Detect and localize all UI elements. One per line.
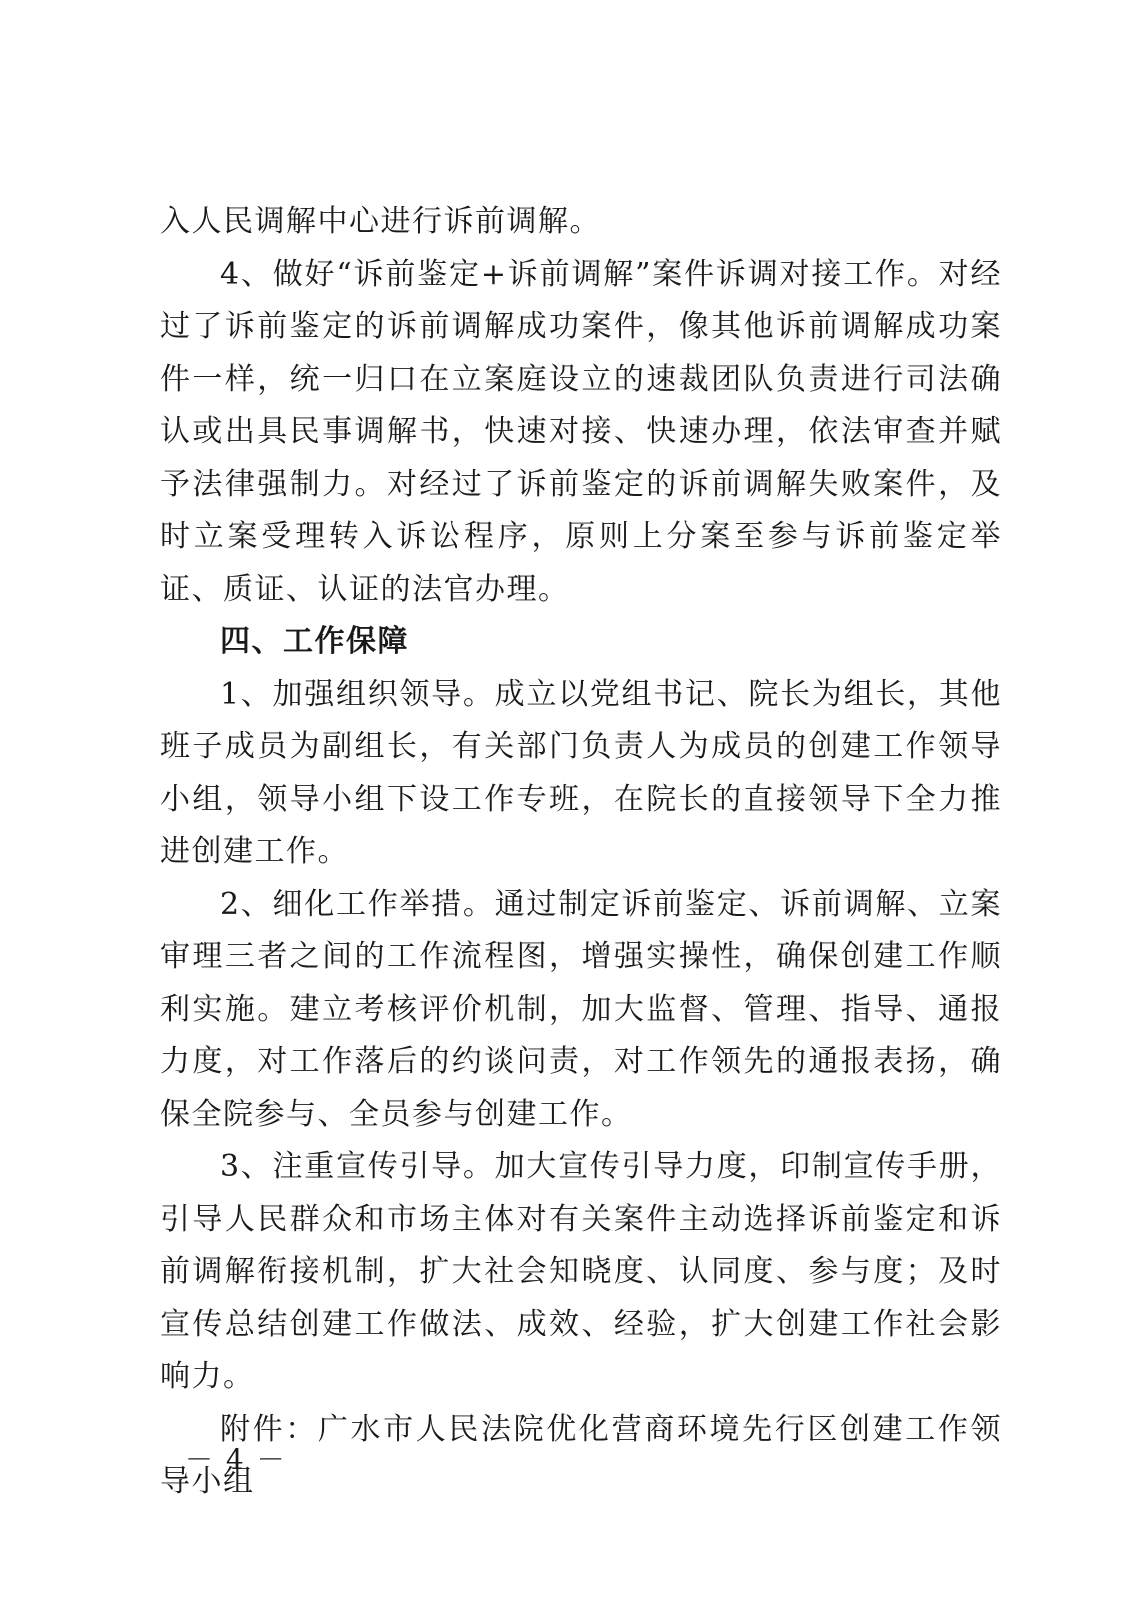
page-number: － 4 － xyxy=(185,1443,287,1476)
section-heading-work-guarantee: 四、工作保障 xyxy=(220,624,409,659)
document-body xyxy=(160,196,1002,1509)
paragraph-item-4: 4、做好“诉前鉴定+诉前调解”案件诉调对接工作。对经过了诉前鉴定的诉前调解成功案件，像其他诉前调解成功案件一样，统一归口在立案庭设立的速裁团队负责进行司法确认或出具民事调解书，快速对接、快速办理，依法审查并赋予法律强制力。对经过了诉前鉴定的诉前调解失败案件，及时立案受理转入诉讼程序，原则上分案至参与诉前鉴定举证、质证、认证的法官办理。 xyxy=(160,256,1002,607)
paragraph-item-1: 1、加强组织领导。成立以党组书记、院长为组长，其他班子成员为副组长，有关部门负责人为成员的创建工作领导小组，领导小组下设工作专班，在院长的直接领导下全力推进创建工作。 xyxy=(160,676,1002,869)
paragraph-item-3: 3、注重宣传引导。加大宣传引导力度，印制宣传手册，引导人民群众和市场主体对有关案件主动选择诉前鉴定和诉前调解衔接机制，扩大社会知晓度、认同度、参与度；及时宣传总结创建工作做法、成效、经验，扩大创建工作社会影响力。 xyxy=(160,1149,1002,1394)
paragraph-item-2: 2、细化工作举措。通过制定诉前鉴定、诉前调解、立案审理三者之间的工作流程图，增强实操性，确保创建工作顺利实施。建立考核评价机制，加大监督、管理、指导、通报力度，对工作落后的约谈问责，对工作领先的通报表扬，确保全院参与、全员参与创建工作。 xyxy=(160,886,1002,1132)
paragraph-continuation: 入人民调解中心进行诉前调解。 xyxy=(160,204,601,239)
paragraph-attachment: 附件：广水市人民法院优化营商环境先行区创建工作领导小组 xyxy=(160,1411,1002,1499)
